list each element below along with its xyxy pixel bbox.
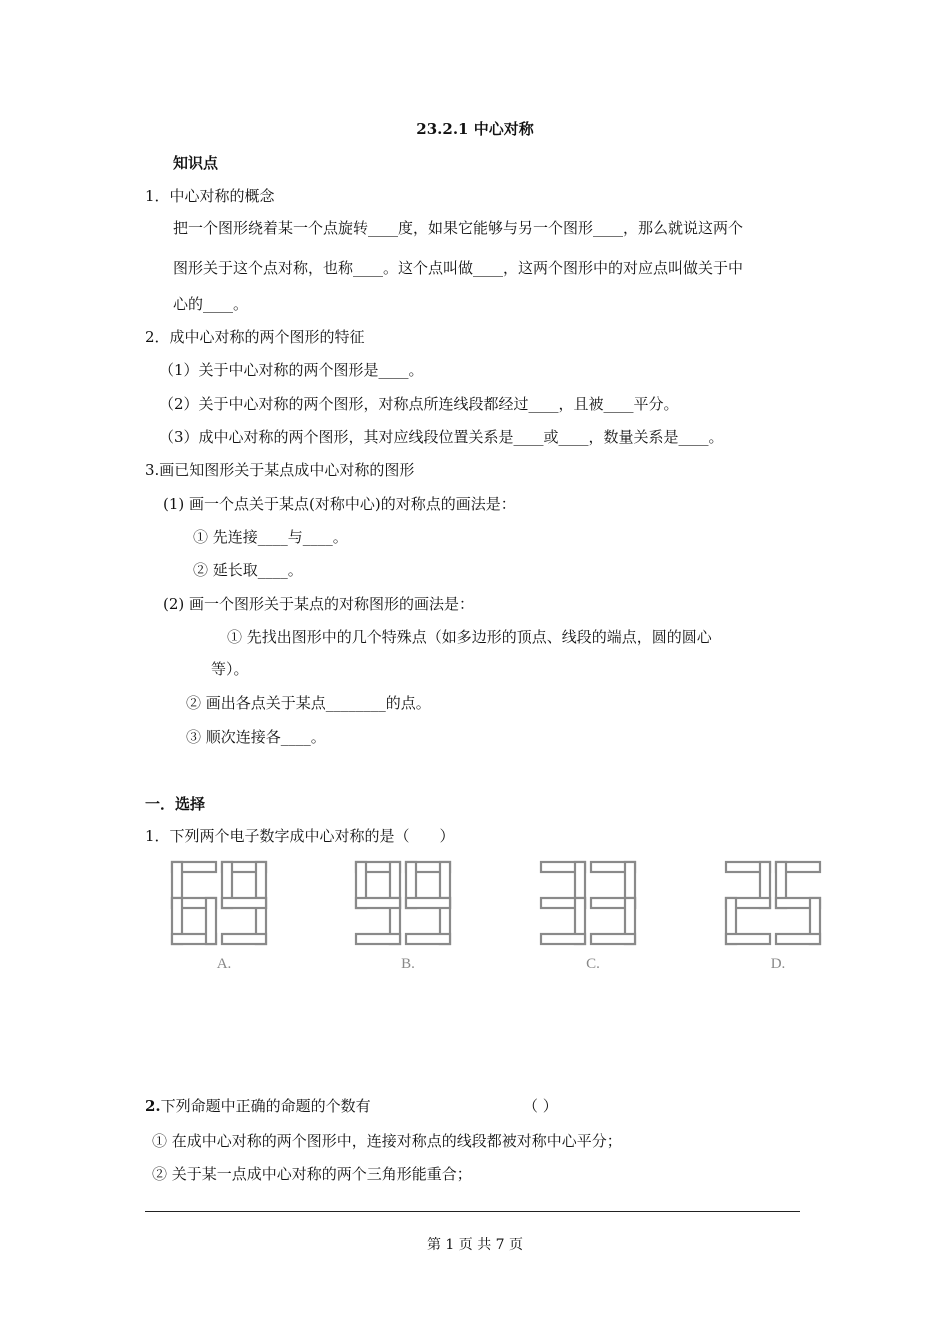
option-label: D. — [770, 956, 786, 972]
knowledge-line: 3.画已知图形关于某点成中心对称的图形 — [145, 461, 415, 479]
digit-segment — [356, 934, 400, 944]
answer-paren: （ ） — [523, 1097, 558, 1115]
footer-rule — [145, 1211, 800, 1212]
knowledge-line: ① 先找出图形中的几个特殊点（如多边形的顶点、线段的端点，圆的圆心 — [227, 628, 712, 646]
digit-segment — [541, 934, 585, 944]
option-label: B. — [401, 956, 415, 972]
statement-1: ① 在成中心对称的两个图形中，连接对称点的线段都被对称中心平分； — [152, 1132, 622, 1150]
option-label: A. — [216, 956, 232, 972]
section-heading: 一．选择 — [145, 795, 206, 813]
question-2 — [145, 1096, 371, 1116]
page-title: 23.2.1 中心对称 — [416, 120, 534, 138]
knowledge-line: 2．成中心对称的两个图形的特征 — [145, 328, 365, 346]
question-2-number: 2. — [145, 1097, 161, 1115]
knowledge-line: 图形关于这个点对称，也称____。这个点叫做____，这两个图形中的对应点叫做关于中 — [173, 259, 744, 277]
digit-figures — [160, 856, 850, 976]
digit-segment — [406, 898, 450, 908]
knowledge-line: 等）。 — [211, 660, 249, 678]
knowledge-line: (2) 画一个图形关于某点的对称图形的画法是： — [163, 595, 475, 613]
question-1: 1．下列两个电子数字成中心对称的是（ ） — [145, 827, 455, 845]
knowledge-line: ② 画出各点关于某点________的点。 — [186, 694, 431, 712]
knowledge-line: 把一个图形绕着某一个点旋转____度，如果它能够与另一个图形____，那么就说这两个 — [173, 219, 744, 237]
digit-segment — [406, 934, 450, 944]
digit-segment — [726, 934, 770, 944]
statement-2: ② 关于某一点成中心对称的两个三角形能重合； — [152, 1165, 472, 1183]
knowledge-line: （1）关于中心对称的两个图形是____。 — [159, 361, 424, 379]
knowledge-line: ① 先连接____与____。 — [193, 528, 348, 546]
knowledge-line: （3）成中心对称的两个图形，其对应线段位置关系是____或____，数量关系是____。 — [159, 428, 724, 446]
digit-segment — [222, 898, 266, 908]
knowledge-line: (1) 画一个点关于某点(对称中心)的对称点的画法是： — [163, 495, 516, 513]
digit-segment — [356, 898, 400, 908]
knowledge-line: 1．中心对称的概念 — [145, 187, 275, 205]
knowledge-heading: 知识点 — [173, 154, 219, 172]
page-footer: 第 1 页 共 7 页 — [426, 1237, 524, 1253]
digit-segment — [591, 934, 635, 944]
digit-segment — [776, 934, 820, 944]
option-label: C. — [586, 956, 600, 972]
knowledge-line: ③ 顺次连接各____。 — [186, 728, 326, 746]
knowledge-line: （2）关于中心对称的两个图形，对称点所连线段都经过____，且被____平分。 — [159, 395, 679, 413]
digit-segment — [222, 934, 266, 944]
question-2-text: 下列命题中正确的命题的个数有 — [160, 1097, 371, 1115]
knowledge-line: ② 延长取____。 — [193, 561, 303, 579]
digit-segment — [206, 898, 216, 944]
knowledge-line: 心的____。 — [173, 295, 249, 313]
